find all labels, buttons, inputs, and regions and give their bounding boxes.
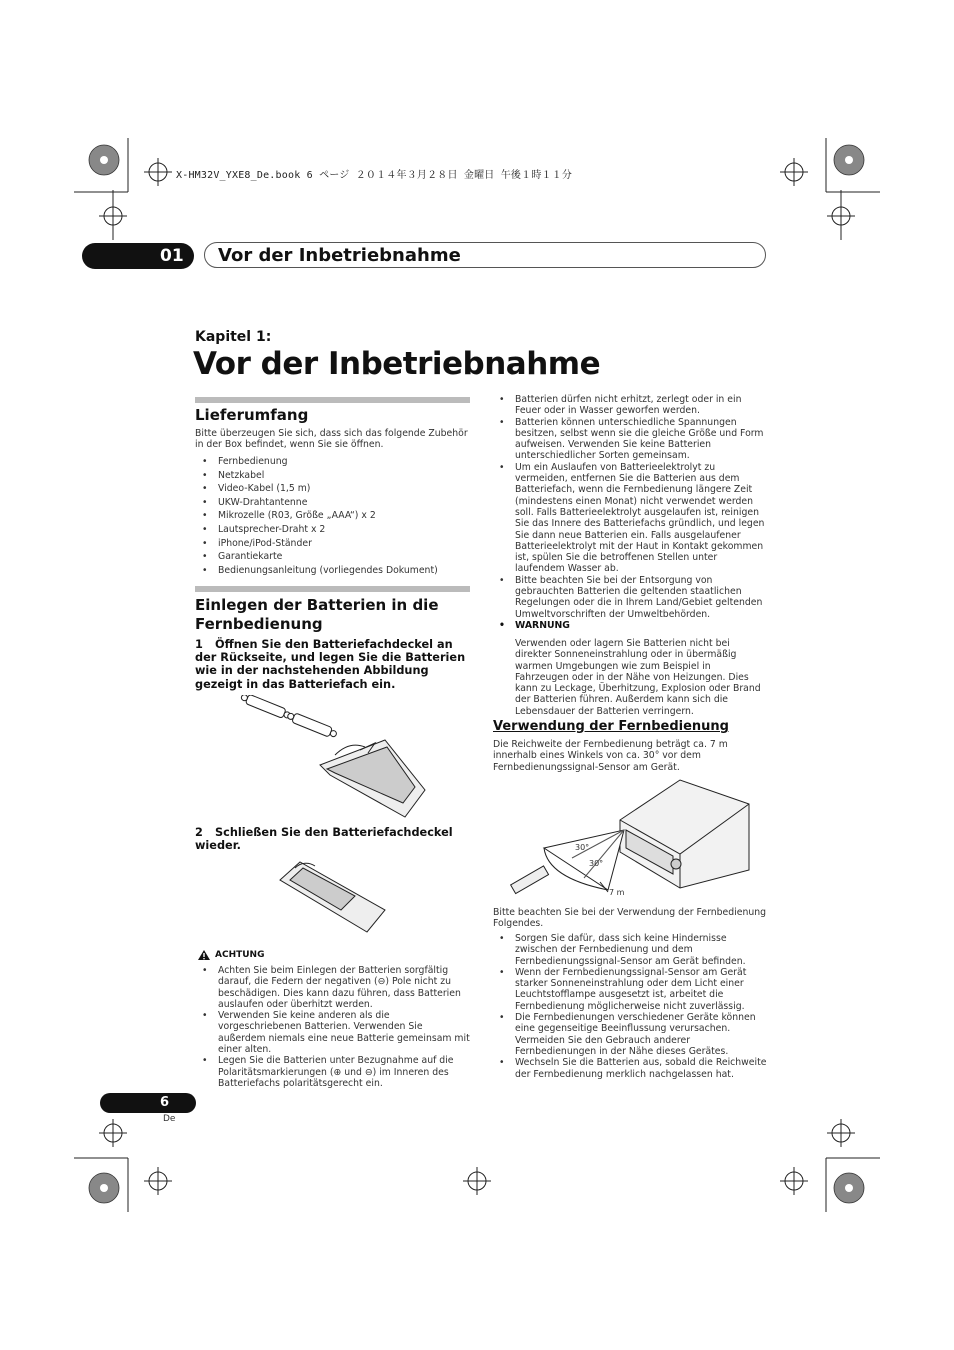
batterien-heading: Einlegen der Batterien in die Fernbedienung — [195, 596, 439, 633]
page-number: 6 — [160, 1095, 170, 1110]
step-number: 2 — [195, 826, 203, 839]
page-language: De — [163, 1114, 176, 1124]
step-2 — [195, 826, 473, 852]
list-item: • UKW-Drahtantenne — [196, 496, 472, 510]
angle-label-1: 30° — [575, 843, 590, 852]
list-item: • Achten Sie beim Einlegen der Batterien sorgfältig darauf, die Federn der negativen (⊖) Pole nicht zu beschädigen. Dies kann dazu führen, dass Batterien auslaufen oder überhitzt werden. — [196, 965, 472, 1010]
list-item: • Lautsprecher-Draht x 2 — [196, 523, 472, 537]
list-item: • Batterien dürfen nicht erhitzt, zerlegt oder in ein Feuer oder in Wasser geworfen werden. — [493, 394, 767, 417]
remote-range-illustration — [508, 778, 754, 902]
list-item — [493, 620, 767, 631]
list-item: • Bitte beachten Sie bei der Entsorgung von gebrauchten Batterien die geltenden staatlichen Regelungen oder die in Ihrem Land/Gebiet geltenden Umweltvorschriften der Umweltbehörden. — [493, 575, 767, 620]
page-title: Vor der Inbetriebnahme — [193, 346, 601, 382]
verwendung-heading: Verwendung der Fernbedienung — [493, 719, 729, 734]
list-item: • Wechseln Sie die Batterien aus, sobald die Reichweite der Fernbedienung merklich nachgelassen hat. — [493, 1057, 767, 1080]
warnung-text: Verwenden oder lagern Sie Batterien nicht bei direkter Sonneneinstrahlung oder in übermäßig warmen Umgebungen wie zum Beispiel in Fahrzeugen oder in der Nähe von Heizungen. Dies kann zu Leckage, Überhitzung, Explosion oder Brand der Batterien führen. Außerdem kann sich die Lebensdauer der Batterien verringern. — [515, 638, 761, 717]
battery-insert-illustration — [235, 695, 430, 820]
list-item: • Batterien können unterschiedliche Spannungen besitzen, selbst wenn sie die gleiche Größe und Form aufweisen. Verwenden Sie keine Batterien unterschiedlicher Sorten gemeinsam. — [493, 417, 767, 462]
list-item: • iPhone/iPod-Ständer — [196, 537, 472, 551]
battery-cover-illustration — [275, 858, 390, 936]
lieferumfang-heading: Lieferumfang — [195, 406, 309, 424]
list-item: • Wenn der Fernbedienungssignal-Sensor am Gerät starker Sonneneinstrahlung oder dem Licht einer Leuchtstofflampe ausgesetzt ist, arbeitet die Fernbedienung möglicherweise nicht zuverlässig. — [493, 967, 767, 1012]
list-item: • Bedienungsanleitung (vorliegendes Dokument) — [196, 564, 472, 578]
chapter-number: 01 — [160, 246, 184, 266]
print-header: X-HM32V_YXE8_De.book 6 ページ ２０１４年３月２８日 金曜日 午後１時１１分 — [176, 170, 573, 181]
list-item: • Netzkabel — [196, 469, 472, 483]
step-1 — [195, 638, 473, 691]
chapter-bar-title: Vor der Inbetriebnahme — [218, 245, 461, 266]
verwendung-note: Bitte beachten Sie bei der Verwendung der Fernbedienung Folgendes. — [493, 907, 767, 930]
warning-triangle-icon — [197, 949, 211, 961]
section-rule — [195, 586, 470, 592]
battery-notes-list — [493, 394, 767, 631]
list-item: • Legen Sie die Batterien unter Bezugnahme auf die Polaritätsmarkierungen (⊕ und ⊖) im Inneren des Batteriefachs polaritätsgerecht ein. — [196, 1055, 472, 1089]
step-text: Öffnen Sie den Batteriefachdeckel an der Rückseite, und legen Sie die Batterien wie in der nachstehenden Abbildung gezeigt in das Batteriefach ein. — [195, 638, 466, 691]
achtung-label: ACHTUNG — [215, 950, 265, 960]
achtung-list — [196, 965, 472, 1089]
list-item: • Die Fernbedienungen verschiedener Geräte können eine gegenseitige Beeinflussung verursachen. Vermeiden Sie den Gebrauch anderer Fernbedienungen in der Nähe dieses Gerätes. — [493, 1012, 767, 1057]
list-item: • Sorgen Sie dafür, dass sich keine Hindernisse zwischen der Fernbedienung und dem Fernbedienungssignal-Sensor am Gerät befinden. — [493, 933, 767, 967]
verwendung-list — [493, 933, 767, 1080]
section-rule — [195, 397, 470, 403]
step-number: 1 — [195, 638, 203, 651]
list-item: • Um ein Auslaufen von Batterieelektrolyt zu vermeiden, entfernen Sie die Batterien aus dem Batteriefach, wenn die Fernbedienung längere Zeit (mindestens einen Monat) nicht verwendet werden soll. Falls Batterieelektrolyt ausgelaufen ist, reinigen Sie das Innere des Batteriefachs gründlich, und legen Sie dann neue Batterien ein. Falls ausgelaufener Batterieelektrolyt mit der Haut in Kontakt gekommen ist, spülen Sie die betroffenen Stellen unter laufendem Wasser ab. — [493, 462, 767, 575]
step-text: Schließen Sie den Batteriefachdeckel wieder. — [195, 826, 453, 853]
list-item: • Mikrozelle (R03, Größe „AAA“) x 2 — [196, 509, 472, 523]
angle-label-2: 30° — [589, 859, 604, 868]
page-number-badge — [100, 1093, 196, 1113]
kapitel-label: Kapitel 1: — [195, 329, 272, 345]
list-item: • Fernbedienung — [196, 455, 472, 469]
warnung-label: WARNUNG — [515, 619, 570, 631]
lieferumfang-intro: Bitte überzeugen Sie sich, dass sich das folgende Zubehör in der Box befindet, wenn Sie sie öffnen. — [195, 428, 468, 451]
verwendung-intro: Die Reichweite der Fernbedienung beträgt ca. 7 m innerhalb eines Winkels von ca. 30° vor dem Fernbedienungssignal-Sensor am Gerät. — [493, 739, 728, 773]
list-item: • Verwenden Sie keine anderen als die vorgeschriebenen Batterien. Verwenden Sie außerdem niemals eine neue Batterie gemeinsam mit einer alten. — [196, 1010, 472, 1055]
list-item: • Video-Kabel (1,5 m) — [196, 482, 472, 496]
distance-label: 7 m — [609, 888, 625, 897]
lieferumfang-list — [196, 455, 472, 577]
list-item: • Garantiekarte — [196, 550, 472, 564]
